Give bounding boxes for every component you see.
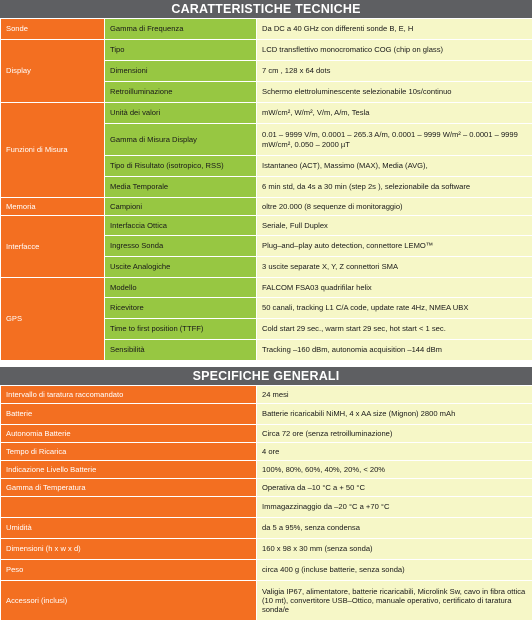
- spec-value: Da DC a 40 GHz con differenti sonde B, E, H: [257, 19, 532, 40]
- table-row: [1, 19, 532, 40]
- spec-label: Indicazione Livello Batterie: [1, 461, 257, 479]
- table-row: [1, 518, 532, 539]
- spec-label: Sensibilità: [105, 340, 257, 361]
- table-row: [1, 443, 532, 461]
- spec-label: Dimensioni (h x w x d): [1, 539, 257, 560]
- spec-label: Unità dei valori: [105, 103, 257, 124]
- spec-value: 4 ore: [257, 443, 532, 461]
- table-row: [1, 103, 532, 124]
- spec-label: Tipo di Risultato (isotropico, RSS): [105, 156, 257, 177]
- spec-label: Accessori (inclusi): [1, 581, 257, 621]
- table-row: [1, 461, 532, 479]
- category-display: Display: [1, 40, 105, 103]
- spec-label: Autonomia Batterie: [1, 425, 257, 443]
- spec-value: LCD transflettivo monocromatico COG (chip on glass): [257, 40, 532, 61]
- spec-label: Campioni: [105, 198, 257, 216]
- table-row: [1, 404, 532, 425]
- spec-label: Dimensioni: [105, 61, 257, 82]
- spec-label: Retroilluminazione: [105, 82, 257, 103]
- spec-value: 6 min std, da 4s a 30 min (step 2s ), selezionabile da software: [257, 177, 532, 198]
- table-row: [1, 560, 532, 581]
- spec-value: circa 400 g (incluse batterie, senza sonda): [257, 560, 532, 581]
- spec-label: Ingresso Sonda: [105, 236, 257, 257]
- table-row: [1, 539, 532, 560]
- spec-value: da 5 a 95%, senza condensa: [257, 518, 532, 539]
- tech-spec-table: [0, 18, 532, 361]
- spec-value: mW/cm², W/m², V/m, A/m, Tesla: [257, 103, 532, 124]
- table-row: [1, 497, 532, 518]
- table-row: [1, 216, 532, 236]
- spec-value: Seriale, Full Duplex: [257, 216, 532, 236]
- table-row: [1, 425, 532, 443]
- spec-value: Schermo elettroluminescente selezionabile 10s/continuo: [257, 82, 532, 103]
- spec-label: Media Temporale: [105, 177, 257, 198]
- spec-value: Valigia IP67, alimentatore, batterie ricaricabili, Microlink Sw, cavo in fibra ottica (10 mt), convertitore USB–Ottico, manuale operativo, certificato di taratura sonda/e: [257, 581, 532, 621]
- spec-label: Gamma di Temperatura: [1, 479, 257, 497]
- table-row: [1, 40, 532, 61]
- table-row: [1, 386, 532, 404]
- spec-label: Interfaccia Ottica: [105, 216, 257, 236]
- category-interfacce: Interfacce: [1, 216, 105, 278]
- spec-value: Operativa da –10 °C a + 50 °C: [257, 479, 532, 497]
- general-spec-table: [0, 385, 532, 621]
- spec-label: Tempo di Ricarica: [1, 443, 257, 461]
- table-row: [1, 198, 532, 216]
- category-sonde: Sonde: [1, 19, 105, 40]
- spec-label: Modello: [105, 278, 257, 298]
- general-section-title: SPECIFICHE GENERALI: [0, 367, 532, 385]
- table-row: [1, 581, 532, 621]
- spec-label: Gamma di Frequenza: [105, 19, 257, 40]
- table-row: [1, 479, 532, 497]
- spec-label: [1, 497, 257, 518]
- spec-value: Circa 72 ore (senza retroilluminazione): [257, 425, 532, 443]
- spec-label: Batterie: [1, 404, 257, 425]
- tech-section-title: CARATTERISTICHE TECNICHE: [0, 0, 532, 18]
- category-memoria: Memoria: [1, 198, 105, 216]
- spec-value: 3 uscite separate X, Y, Z connettori SMA: [257, 257, 532, 278]
- spec-value: Cold start 29 sec., warm start 29 sec, hot start < 1 sec.: [257, 319, 532, 340]
- spec-value: 160 x 98 x 30 mm (senza sonda): [257, 539, 532, 560]
- spec-value: 50 canali, tracking L1 C/A code, update rate 4Hz, NMEA UBX: [257, 298, 532, 319]
- spec-label: Peso: [1, 560, 257, 581]
- spec-label: Tipo: [105, 40, 257, 61]
- spec-label: Uscite Analogiche: [105, 257, 257, 278]
- spec-value: Tracking –160 dBm, autonomia acquisition –144 dBm: [257, 340, 532, 361]
- spec-label: Ricevitore: [105, 298, 257, 319]
- spec-value: Istantaneo (ACT), Massimo (MAX), Media (AVG),: [257, 156, 532, 177]
- spec-label: Umidità: [1, 518, 257, 539]
- spec-value: 24 mesi: [257, 386, 532, 404]
- table-row: [1, 278, 532, 298]
- spec-label: Gamma di Misura Display: [105, 124, 257, 156]
- category-gps: GPS: [1, 278, 105, 361]
- spec-value: Plug–and–play auto detection, connettore LEMO™: [257, 236, 532, 257]
- spec-value: 100%, 80%, 60%, 40%, 20%, < 20%: [257, 461, 532, 479]
- spec-value: Batterie ricaricabili NiMH, 4 x AA size (Mignon) 2800 mAh: [257, 404, 532, 425]
- category-funzioni-di-misura: Funzioni di Misura: [1, 103, 105, 198]
- spec-label: Intervallo di taratura raccomandato: [1, 386, 257, 404]
- spec-value: FALCOM FSA03 quadrifilar helix: [257, 278, 532, 298]
- spec-value: oltre 20.000 (8 sequenze di monitoraggio): [257, 198, 532, 216]
- spec-label: Time to first position (TTFF): [105, 319, 257, 340]
- spec-value: 7 cm , 128 x 64 dots: [257, 61, 532, 82]
- spec-value: 0.01 – 9999 V/m, 0.0001 – 265.3 A/m, 0.0001 – 9999 W/m² – 0.0001 – 9999 mW/cm², 0.050 – 2000 µT: [257, 124, 532, 156]
- spec-value: Immagazzinaggio da –20 °C a +70 °C: [257, 497, 532, 518]
